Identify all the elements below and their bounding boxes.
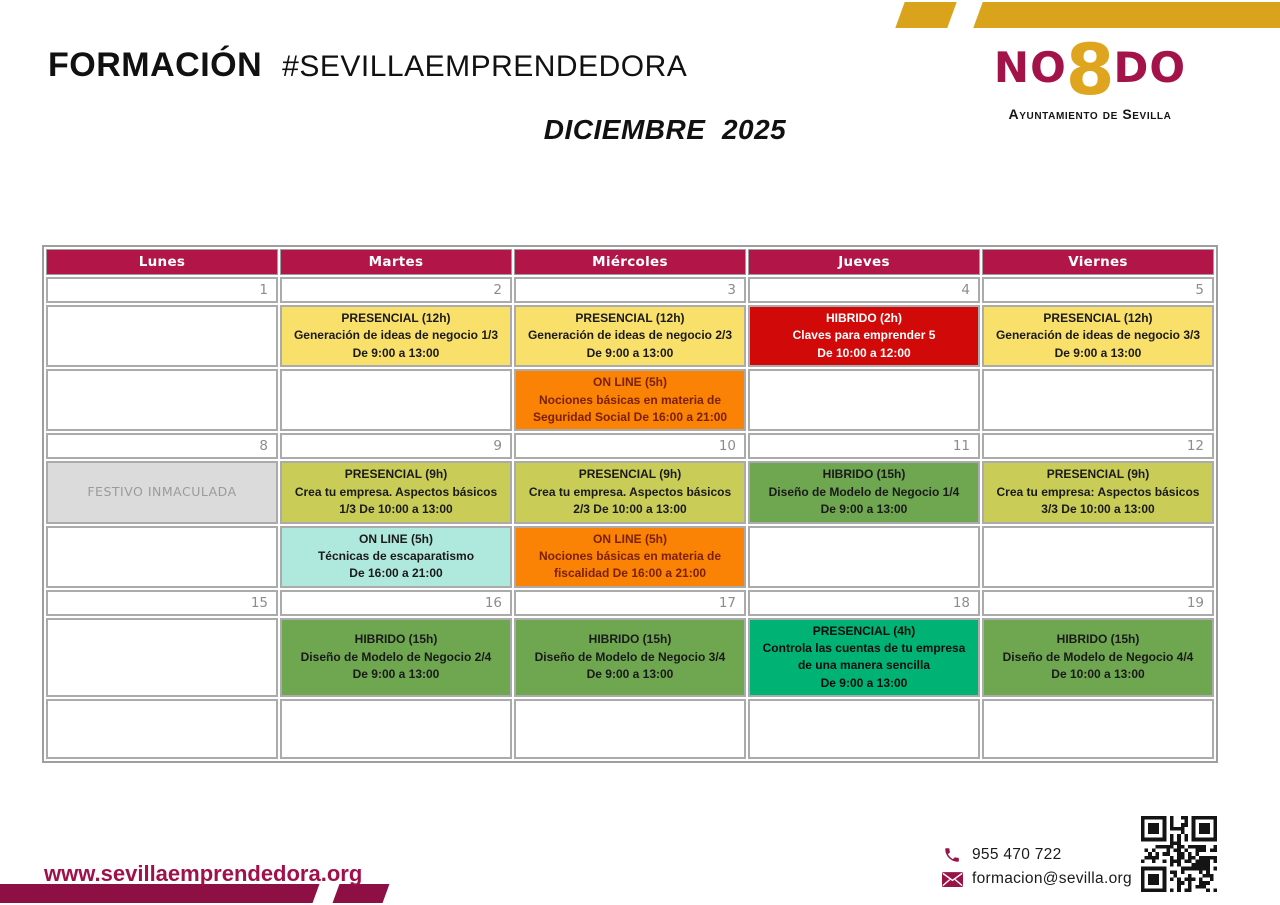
event-line: De 9:00 a 13:00 (820, 502, 908, 517)
event (750, 620, 978, 696)
event (282, 307, 510, 365)
event-line: 1/3 De 10:00 a 13:00 (339, 502, 453, 517)
day-cell (748, 277, 980, 303)
event-line: Crea tu empresa: Aspectos básicos (996, 484, 1200, 499)
event-title: PRESENCIAL (12h) (1043, 311, 1153, 325)
event-line: De 9:00 a 13:00 (352, 345, 440, 360)
logo-text-no: NO (993, 43, 1067, 93)
day-cell (514, 590, 746, 616)
event-title: ON LINE (5h) (359, 531, 433, 546)
day-number: 10 (718, 438, 736, 455)
event-title: FESTIVO INMACULADA (87, 484, 237, 500)
event (282, 463, 510, 521)
week-3-slot-row-2 (46, 699, 1214, 759)
event-line: 3/3 De 10:00 a 13:00 (1041, 502, 1155, 517)
day-cell (982, 277, 1214, 303)
empty-cell (982, 526, 1214, 588)
event-title: HIBRIDO (15h) (822, 467, 906, 482)
event-line: Seguridad Social De 16:00 a 21:00 (532, 409, 728, 424)
day-cell (46, 590, 278, 616)
event-title: HIBRIDO (2h) (826, 311, 902, 325)
day-number: 16 (484, 594, 502, 611)
day-cell (982, 590, 1214, 616)
day-number: 11 (952, 438, 970, 455)
logo-eight-icon: 8 (1065, 29, 1115, 111)
event (750, 307, 978, 365)
event-line: De 9:00 a 13:00 (820, 675, 908, 690)
event-cell (748, 305, 980, 367)
day-cell (46, 277, 278, 303)
day-cell (280, 277, 512, 303)
city-council-logo (985, 29, 1195, 122)
day-cell (280, 590, 512, 616)
empty-cell (748, 526, 980, 588)
week-2-number-row (46, 433, 1214, 459)
event (984, 620, 1212, 696)
logo-text-do: DO (1113, 43, 1187, 93)
event-title: PRESENCIAL (9h) (1046, 467, 1150, 482)
empty-cell (982, 369, 1214, 431)
day-number: 15 (250, 594, 268, 611)
top-right-stripe-band (973, 2, 1280, 28)
event-title: PRESENCIAL (9h) (578, 467, 682, 482)
event-line: Crea tu empresa. Aspectos básicos (528, 484, 732, 499)
phone-icon (941, 846, 963, 864)
event-cell (280, 461, 512, 523)
event-line: Diseño de Modelo de Negocio 3/4 (534, 649, 726, 664)
week-1-slot-row-1 (46, 305, 1214, 367)
page-hashtag: #SEVILLAEMPRENDEDORA (282, 50, 688, 83)
week-1-number-row (46, 277, 1214, 303)
event-line: De 9:00 a 13:00 (586, 345, 674, 360)
empty-cell (46, 699, 278, 759)
event-line: Generación de ideas de negocio 2/3 (527, 328, 733, 343)
event (516, 620, 744, 696)
event-line: Diseño de Modelo de Negocio 2/4 (300, 649, 492, 664)
empty-cell (280, 699, 512, 759)
event (516, 371, 744, 429)
phone-row (941, 846, 1132, 864)
week-2-slot-row-1 (46, 461, 1214, 523)
event-cell (748, 618, 980, 698)
event-cell (280, 526, 512, 588)
top-right-stripe-small (895, 2, 956, 28)
day-number: 9 (493, 438, 502, 455)
event-cell (514, 618, 746, 698)
event-cell (514, 461, 746, 523)
event-line: De 9:00 a 13:00 (352, 667, 440, 682)
day-number: 4 (961, 282, 970, 298)
day-header-viernes: Viernes (982, 249, 1214, 275)
event-cell (514, 526, 746, 588)
event-cell (748, 461, 980, 523)
event-line: De 10:00 a 13:00 (1051, 667, 1145, 682)
phone-number: 955 470 722 (972, 846, 1062, 863)
envelope-icon (941, 872, 963, 887)
event-line: Diseño de Modelo de Negocio 1/4 (768, 484, 960, 499)
logo-caption: Ayuntamiento de Sevilla (1008, 105, 1172, 122)
event-line: Controla las cuentas de tu empresa (762, 641, 966, 656)
event (282, 528, 510, 586)
day-cell (514, 433, 746, 459)
qr-code (1141, 816, 1217, 892)
event-cell (982, 461, 1214, 523)
event-cell (46, 461, 278, 523)
event-line: De 16:00 a 21:00 (349, 566, 443, 581)
calendar-body (46, 277, 1214, 759)
event-line: Generación de ideas de negocio 3/3 (995, 328, 1201, 343)
week-3-slot-row-1 (46, 618, 1214, 698)
event-line: Nociones básicas en materia de (538, 548, 722, 563)
email-row (941, 870, 1132, 888)
empty-cell (46, 618, 278, 698)
event-title: ON LINE (5h) (593, 531, 667, 546)
event-line: Nociones básicas en materia de (538, 392, 722, 407)
event-title: HIBRIDO (15h) (588, 632, 672, 647)
day-cell (514, 277, 746, 303)
event-line: de una manera sencilla (797, 658, 931, 673)
event-cell (982, 305, 1214, 367)
event-cell (514, 369, 746, 431)
event-line: De 10:00 a 12:00 (817, 345, 911, 360)
empty-cell (280, 369, 512, 431)
empty-cell (748, 699, 980, 759)
event-title: HIBRIDO (15h) (354, 632, 438, 647)
email-address[interactable]: formacion@sevilla.org (972, 870, 1132, 887)
day-header-miércoles: Miércoles (514, 249, 746, 275)
event-cell (982, 618, 1214, 698)
calendar-table (42, 245, 1218, 763)
event-cell (280, 618, 512, 698)
event (516, 307, 744, 365)
event-title: PRESENCIAL (4h) (812, 623, 916, 638)
event-title: ON LINE (5h) (593, 375, 667, 390)
day-number: 12 (1186, 438, 1204, 455)
empty-cell (748, 369, 980, 431)
empty-cell (46, 305, 278, 367)
no8do-logo (985, 29, 1195, 111)
event-title: PRESENCIAL (9h) (344, 467, 448, 482)
calendar-head (46, 249, 1214, 275)
day-number: 19 (1186, 594, 1204, 611)
event-line: fiscalidad De 16:00 a 21:00 (553, 566, 707, 581)
day-cell (748, 590, 980, 616)
week-2-slot-row-2 (46, 526, 1214, 588)
event-line: Técnicas de escaparatismo (317, 548, 475, 563)
day-header-row (46, 249, 1214, 275)
empty-cell (982, 699, 1214, 759)
day-header-jueves: Jueves (748, 249, 980, 275)
event-line: 2/3 De 10:00 a 13:00 (573, 502, 687, 517)
month-title: DICIEMBRE 2025 (543, 114, 787, 145)
day-cell (280, 433, 512, 459)
day-number: 18 (952, 594, 970, 611)
week-3-number-row (46, 590, 1214, 616)
event-line: Crea tu empresa. Aspectos básicos (294, 484, 498, 499)
event-title: HIBRIDO (15h) (1056, 632, 1140, 647)
day-cell (46, 433, 278, 459)
event (516, 528, 744, 586)
day-cell (748, 433, 980, 459)
event-line: Diseño de Modelo de Negocio 4/4 (1002, 649, 1194, 664)
day-cell (982, 433, 1214, 459)
empty-cell (514, 699, 746, 759)
day-number: 1 (259, 282, 268, 298)
event (984, 463, 1212, 521)
website-link[interactable]: www.sevillaemprendedora.org (44, 861, 363, 886)
contact-block (941, 846, 1132, 894)
event (750, 463, 978, 521)
header (48, 46, 687, 85)
event (516, 463, 744, 521)
event-line: Claves para emprender 5 (792, 328, 936, 343)
event-cell (280, 305, 512, 367)
event-line: De 9:00 a 13:00 (1054, 345, 1142, 360)
event (282, 620, 510, 696)
event-title: PRESENCIAL (12h) (341, 311, 451, 325)
day-number: 17 (718, 594, 736, 611)
event-line: De 9:00 a 13:00 (586, 667, 674, 682)
event (984, 307, 1212, 365)
day-number: 3 (727, 282, 736, 298)
event-cell (514, 305, 746, 367)
holiday-label (48, 463, 276, 521)
empty-cell (46, 526, 278, 588)
empty-cell (46, 369, 278, 431)
page-title: FORMACIÓN (48, 46, 263, 84)
day-number: 8 (259, 438, 268, 455)
day-header-martes: Martes (280, 249, 512, 275)
day-header-lunes: Lunes (46, 249, 278, 275)
event-title: PRESENCIAL (12h) (575, 311, 685, 325)
day-number: 2 (493, 282, 502, 298)
day-number: 5 (1195, 282, 1204, 298)
event-line: Generación de ideas de negocio 1/3 (293, 328, 499, 343)
week-1-slot-row-2 (46, 369, 1214, 431)
